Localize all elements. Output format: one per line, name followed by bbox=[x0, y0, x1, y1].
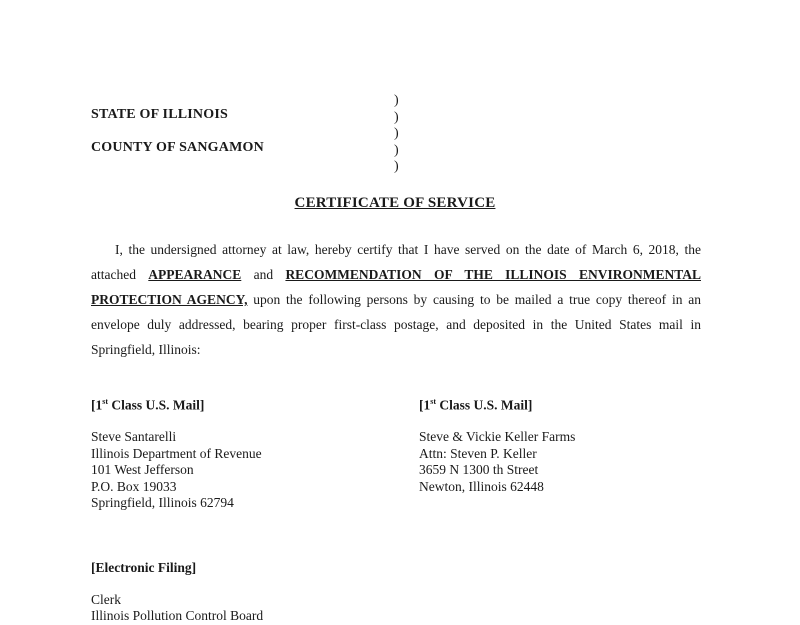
paren: ) bbox=[394, 142, 399, 158]
address-line: Steve & Vickie Keller Farms bbox=[419, 429, 576, 444]
address-line: Clerk bbox=[91, 591, 121, 607]
address-line: Springfield, Illinois 62794 bbox=[91, 495, 234, 510]
caption-parentheses bbox=[394, 93, 399, 176]
address-line: 3659 N 1300 th Street bbox=[419, 462, 539, 477]
recipient-keller bbox=[419, 394, 719, 495]
document-recommendation: RECOMMENDATION OF THE ILLINOIS ENVIRONMENTAL PROTECTION AGENCY, bbox=[91, 267, 701, 307]
paren: ) bbox=[394, 93, 399, 108]
paren: ) bbox=[394, 109, 399, 125]
state-label: STATE OF ILLINOIS bbox=[91, 107, 228, 122]
certificate-title: CERTIFICATE OF SERVICE bbox=[294, 195, 496, 211]
document-appearance: APPEARANCE bbox=[148, 267, 242, 282]
service-method-label: [1st Class U.S. Mail] bbox=[91, 397, 205, 413]
address-line: Illinois Pollution Control Board bbox=[91, 608, 264, 623]
recipient-clerk bbox=[91, 560, 391, 625]
address-line: Newton, Illinois 62448 bbox=[419, 478, 544, 494]
service-method-label: [1st Class U.S. Mail] bbox=[419, 397, 533, 413]
body-part-1: I, the undersigned attorney at law, hereby certify that I have served on the date of March 6, 2018, the attached bbox=[91, 242, 701, 282]
body-part-2: and bbox=[241, 267, 286, 282]
address-line: Illinois Department of Revenue bbox=[91, 445, 262, 461]
county-label: COUNTY OF SANGAMON bbox=[91, 140, 264, 155]
paren: ) bbox=[394, 159, 399, 174]
service-method-label: [Electronic Filing] bbox=[91, 560, 197, 575]
recipient-santarelli bbox=[91, 394, 391, 512]
address-line: 101 West Jefferson bbox=[91, 462, 194, 477]
body-part-3: upon the following persons by causing to be mailed a true copy thereof in an envelope duly addressed, bearing proper first-class postage, and deposited in the United States mail in Springfield, Illinois: bbox=[91, 292, 701, 357]
certification-paragraph bbox=[91, 237, 701, 362]
address-line: P.O. Box 19033 bbox=[91, 478, 177, 494]
paren: ) bbox=[394, 126, 399, 141]
address-line: Attn: Steven P. Keller bbox=[419, 445, 537, 461]
address-line: Steve Santarelli bbox=[91, 429, 177, 444]
